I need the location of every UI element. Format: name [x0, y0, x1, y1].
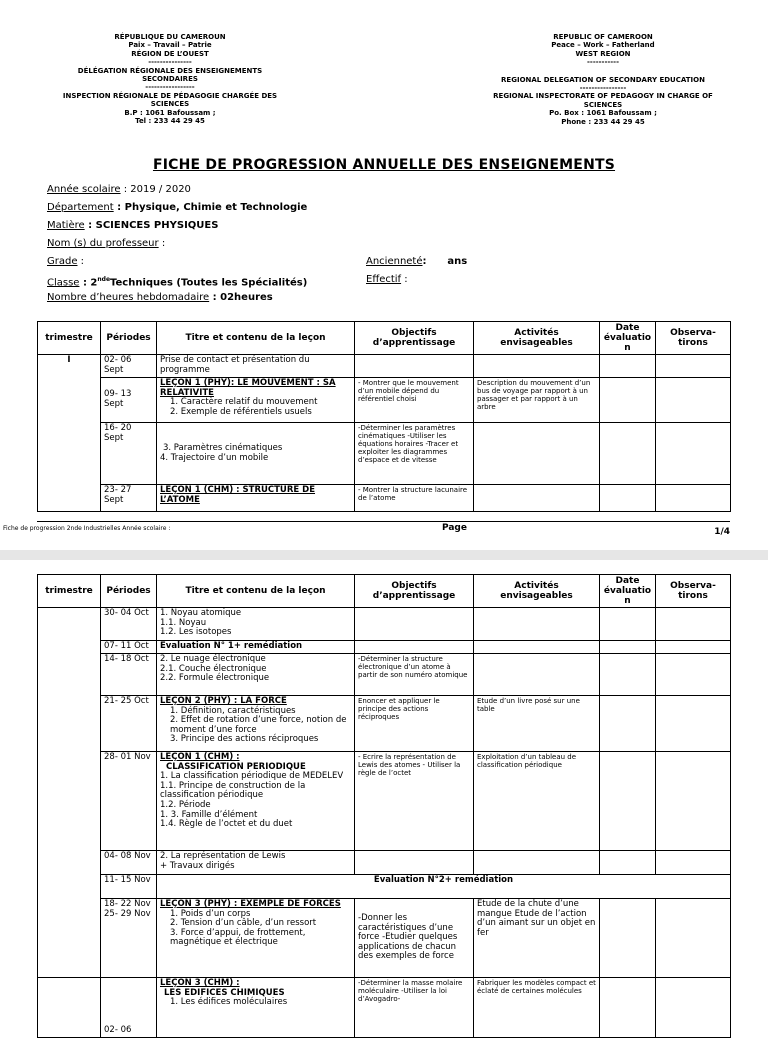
departement-value: : Physique, Chimie et Technologie — [113, 202, 308, 213]
lecon-item: 1. Poids d’un corps — [170, 908, 251, 919]
periode-cell: 04- 08 Nov — [101, 851, 157, 875]
lecon-cell — [157, 752, 355, 851]
lecon-title: LEÇON 1 (PHY): LE MOUVEMENT : SA RELATIVITE — [160, 378, 336, 398]
lecon-title: LEÇON 3 (CHM) : — [160, 978, 240, 988]
table-row — [38, 851, 731, 875]
info-grade — [47, 256, 84, 268]
lecon-item: 1. Noyau atomique — [160, 608, 242, 618]
professeur-label: Nom (s) du professeur — [47, 238, 159, 249]
trimestre-cell: I — [38, 355, 101, 512]
matiere-value: : SCIENCES PHYSIQUES — [84, 220, 219, 231]
footer-page-label: Page — [442, 523, 467, 533]
footer-page-number: 1/4 — [714, 527, 730, 537]
table-row — [38, 423, 731, 485]
objectifs-cell — [355, 851, 474, 875]
observation-cell — [656, 899, 731, 978]
table-row — [38, 654, 731, 696]
table-row — [38, 641, 731, 654]
periode-cell: 16- 20 Sept — [101, 423, 157, 485]
lecon-item: 1.1. Noyau — [160, 617, 207, 628]
col-periodes: Périodes — [101, 322, 157, 355]
lecon-cell — [157, 654, 355, 696]
table-row — [38, 378, 731, 423]
objectifs-cell: -Déterminer la structure électronique d’un atome à partir de son numéro atomique — [355, 654, 474, 696]
progression-table-1 — [37, 321, 731, 512]
header-left-line: --------------- — [148, 58, 192, 67]
date-cell — [600, 978, 656, 1038]
observation-cell — [656, 378, 731, 423]
date-cell — [600, 355, 656, 378]
periode-cell: 07- 11 Oct — [101, 641, 157, 654]
activites-cell: Exploitation d’un tableau de classification périodique — [474, 752, 600, 851]
date-cell — [600, 378, 656, 423]
header-left-line: DÉLÉGATION RÉGIONALE DES ENSEIGNEMENTS — [77, 66, 263, 75]
periode-cell: 02- 06 Sept — [101, 355, 157, 378]
periode-cell: 21- 25 Oct — [101, 696, 157, 752]
table-row — [38, 608, 731, 641]
info-classe — [47, 274, 307, 289]
activites-cell — [474, 641, 600, 654]
lecon-item: 1. 3. Famille d’élément — [160, 809, 258, 820]
info-heures — [47, 292, 273, 304]
info-matiere — [47, 220, 218, 232]
header-right-line: REGIONAL INSPECTORATE OF PEDAGOGY IN CHARGE OF — [493, 92, 713, 101]
col-trimestre: trimestre — [38, 575, 101, 608]
table-row — [38, 899, 731, 978]
lecon-item: 2.2. Formule électronique — [160, 673, 270, 684]
header-right-line: SCIENCES — [583, 100, 623, 109]
header-left — [40, 33, 300, 125]
periode-cell: 28- 01 Nov — [101, 752, 157, 851]
annee-label: Année scolaire — [47, 184, 121, 195]
table-row — [38, 696, 731, 752]
annee-value: : 2019 / 2020 — [120, 184, 191, 195]
periode-cell: 09- 13 Sept — [101, 378, 157, 423]
lecon-item: 1.2. Période — [160, 799, 211, 810]
header-left-line: RÉPUBLIQUE DU CAMEROUN — [114, 33, 226, 41]
header-right-line: Phone : 233 44 29 45 — [561, 117, 645, 126]
lecon-item: 2. La représentation de Lewis — [160, 851, 286, 861]
activites-cell — [474, 608, 600, 641]
professeur-value: : — [158, 238, 166, 249]
lecon-subtitle: LES EDIFICES CHIMIQUES — [164, 987, 285, 998]
classe-value: Techniques (Toutes les Spécialités) — [110, 277, 308, 289]
classe-prefix: : 2 — [79, 277, 98, 289]
info-departement — [47, 202, 307, 214]
table-row — [38, 875, 731, 899]
footer-text: Fiche de progression 2nde Industrielles Année scolaire : — [3, 525, 171, 532]
periode-cell: 23- 27 Sept — [101, 485, 157, 512]
classe-superscript: nde — [97, 276, 111, 283]
evaluation-cell: Evaluation N°2+ remédiation — [157, 875, 731, 899]
lecon-item: 1.4. Règle de l’octet et du duet — [160, 819, 293, 830]
col-objectifs: Objectifs d’apprentissage — [355, 322, 474, 355]
lecon-item: + Travaux dirigés — [160, 860, 235, 871]
periode-cell: 11- 15 Nov — [101, 875, 157, 899]
lecon-cell: Evaluation N° 1+ remédiation — [157, 641, 355, 654]
header-right-line: REPUBLIC OF CAMEROON — [553, 33, 653, 41]
header-left-line: Tel : 233 44 29 45 — [135, 117, 205, 126]
observation-cell — [656, 654, 731, 696]
table-row — [38, 485, 731, 512]
info-professeur — [47, 238, 165, 250]
header-left-line: ----------------- — [145, 83, 195, 92]
lecon-item: 2. Le nuage électronique — [160, 654, 266, 664]
col-observations: Observa-tirons — [656, 322, 731, 355]
date-cell — [600, 641, 656, 654]
objectifs-cell — [355, 355, 474, 378]
info-annee — [47, 184, 191, 196]
observation-cell — [656, 851, 731, 875]
col-date: Date évaluatio n — [600, 322, 656, 355]
date-cell — [600, 423, 656, 485]
effectif-label: Effectif — [366, 274, 402, 285]
col-observations: Observa-tirons — [656, 575, 731, 608]
matiere-label: Matière — [47, 220, 85, 231]
classe-label: Classe — [47, 277, 80, 289]
header-right-line: WEST REGION — [575, 49, 631, 58]
progression-table-2 — [37, 574, 731, 1038]
observation-cell — [656, 696, 731, 752]
lecon-item: 2. Tension d’un câble, d’un ressort — [170, 918, 317, 929]
observation-cell — [656, 355, 731, 378]
date-cell — [600, 752, 656, 851]
grade-value: : — [77, 256, 85, 267]
activites-cell — [474, 423, 600, 485]
objectifs-cell: - Montrer la structure lacunaire de l’atome — [355, 485, 474, 512]
lecon-item: 1. Les édifices moléculaires — [170, 997, 288, 1008]
lecon-cell — [157, 378, 355, 423]
header-right-line: ----------- — [587, 58, 619, 67]
objectifs-cell — [355, 608, 474, 641]
periode-cell: 02- 06 — [101, 978, 157, 1038]
observation-cell — [656, 641, 731, 654]
periode-cell: 14- 18 Oct — [101, 654, 157, 696]
lecon-item: 1.2. Les isotopes — [160, 627, 232, 638]
departement-label: Département — [47, 202, 114, 213]
header-left-line: SECONDAIRES — [142, 75, 198, 84]
lecon-item: 1. Caractère relatif du mouvement — [170, 397, 318, 408]
activites-cell: Etude d’un livre posé sur une table — [474, 696, 600, 752]
table-row — [38, 355, 731, 378]
page-footer — [3, 521, 730, 537]
header-right-line: Po. Box : 1061 Bafoussam ; — [549, 109, 657, 118]
header-left-line: B.P : 1061 Bafoussam ; — [124, 108, 216, 117]
col-activites: Activités envisageables — [474, 322, 600, 355]
table-header-row — [38, 322, 731, 355]
date-cell — [600, 851, 656, 875]
lecon-title: LEÇON 2 (PHY) : LA FORCE — [160, 696, 287, 706]
activites-cell — [474, 485, 600, 512]
observation-cell — [656, 978, 731, 1038]
col-activites: Activités envisageables — [474, 575, 600, 608]
col-date: Date évaluatio n — [600, 575, 656, 608]
objectifs-cell — [355, 641, 474, 654]
periode-cell: 30- 04 Oct — [101, 608, 157, 641]
anciennete-value: : ans — [422, 256, 468, 267]
col-periodes: Périodes — [101, 575, 157, 608]
lecon-item: 4. Trajectoire d’un mobile — [160, 452, 269, 463]
lecon-subtitle: CLASSIFICATION PERIODIQUE — [166, 761, 306, 772]
lecon-item: 3. Force d’appui, de frottement, magnétique et électrique — [170, 927, 306, 948]
lecon-item: 3. Paramètres cinématiques — [163, 442, 283, 453]
lecon-cell: LEÇON 1 (CHM) : STRUCTURE DE L’ATOME — [157, 485, 355, 512]
periode-cell: 18- 22 Nov 25- 29 Nov — [101, 899, 157, 978]
header-left-line: SCIENCES — [150, 100, 190, 109]
activites-cell — [474, 851, 600, 875]
lecon-cell — [157, 978, 355, 1038]
objectifs-cell: -Déterminer la masse molaire moléculaire -Utiliser la loi d’Avogadro- — [355, 978, 474, 1038]
lecon-cell — [157, 899, 355, 978]
objectifs-cell: - Ecrire la représentation de Lewis des atomes - Utiliser la règle de l’octet — [355, 752, 474, 851]
lecon-cell: Prise de contact et présentation du programme — [157, 355, 355, 378]
lecon-item: 2. Effet de rotation d’une force, notion de moment d’une force — [170, 715, 347, 735]
date-cell — [600, 654, 656, 696]
activites-cell: Etude de la chute d’une mangue Etude de l’action d’un aimant sur un objet en fer — [474, 899, 600, 978]
activites-cell: Fabriquer les modèles compact et éclaté de certaines molécules — [474, 978, 600, 1038]
lecon-item: 2.1. Couche électronique — [160, 663, 267, 674]
date-cell — [600, 899, 656, 978]
lecon-item: 3. Principe des actions réciproques — [170, 734, 319, 745]
objectifs-cell: -Donner les caractéristiques d’une force -Etudier quelques applications de chacun des exemples de force — [355, 899, 474, 978]
lecon-item: 2. Exemple de référentiels usuels — [170, 406, 312, 417]
date-cell — [600, 608, 656, 641]
objectifs-cell: -Déterminer les paramètres cinématiques -Utiliser les équations horaires -Tracer et exploiter les diagrammes d’espace et de vitesse — [355, 423, 474, 485]
col-titre: Titre et contenu de la leçon — [157, 322, 355, 355]
col-objectifs: Objectifs d’apprentissage — [355, 575, 474, 608]
effectif-value: : — [401, 274, 408, 285]
observation-cell — [656, 485, 731, 512]
header-right — [468, 33, 738, 126]
activites-cell — [474, 654, 600, 696]
observation-cell — [656, 423, 731, 485]
header-left-line: Paix – Travail – Patrie — [128, 41, 212, 50]
info-anciennete — [366, 256, 467, 268]
table-row — [38, 978, 731, 1038]
date-cell — [600, 485, 656, 512]
grade-label: Grade — [47, 256, 78, 267]
col-trimestre: trimestre — [38, 322, 101, 355]
lecon-title: LEÇON 3 (PHY) : EXEMPLE DE FORCES — [160, 899, 341, 909]
lecon-cell — [157, 423, 355, 485]
lecon-cell — [157, 608, 355, 641]
header-left-line: INSPECTION RÉGIONALE DE PÉDAGOGIE CHARGÉE DES — [62, 91, 278, 100]
header-right-line: ---------------- — [579, 84, 627, 93]
lecon-cell — [157, 696, 355, 752]
lecon-item: 1. Définition, caractéristiques — [170, 705, 296, 716]
header-left-line: RÉGION DE L’OUEST — [131, 49, 209, 58]
date-cell — [600, 696, 656, 752]
table-header-row — [38, 575, 731, 608]
activites-cell: Description du mouvement d’un bus de voyage par rapport à un passager et par rapport à un arbre — [474, 378, 600, 423]
objectifs-cell: - Montrer que le mouvement d’un mobile dépend du référentiel choisi — [355, 378, 474, 423]
document-title: FICHE DE PROGRESSION ANNUELLE DES ENSEIGNEMENTS — [152, 157, 616, 173]
header-right-line: REGIONAL DELEGATION OF SECONDARY EDUCATION — [501, 75, 705, 84]
header-right-line: Peace – Work – Fatherland — [551, 41, 655, 50]
lecon-title: LEÇON 1 (CHM) : — [160, 752, 240, 762]
heures-value: : 02heures — [209, 292, 273, 303]
page-2 — [0, 560, 768, 1036]
lecon-cell — [157, 851, 355, 875]
activites-cell — [474, 355, 600, 378]
col-titre: Titre et contenu de la leçon — [157, 575, 355, 608]
info-effectif — [366, 274, 408, 286]
heures-label: Nombre d’heures hebdomadaire — [47, 292, 210, 303]
objectifs-cell: Enoncer et appliquer le principe des actions réciproques — [355, 696, 474, 752]
anciennete-label: Ancienneté — [366, 256, 423, 267]
observation-cell — [656, 752, 731, 851]
observation-cell — [656, 608, 731, 641]
trimestre-cell — [38, 978, 101, 1038]
page-separator — [0, 550, 768, 560]
lecon-item: 1.1. Principe de construction de la classification périodique — [160, 780, 306, 801]
lecon-item: 1. La classification périodique de MEDELEV — [160, 771, 344, 782]
table-row — [38, 752, 731, 851]
trimestre-cell — [38, 608, 101, 978]
